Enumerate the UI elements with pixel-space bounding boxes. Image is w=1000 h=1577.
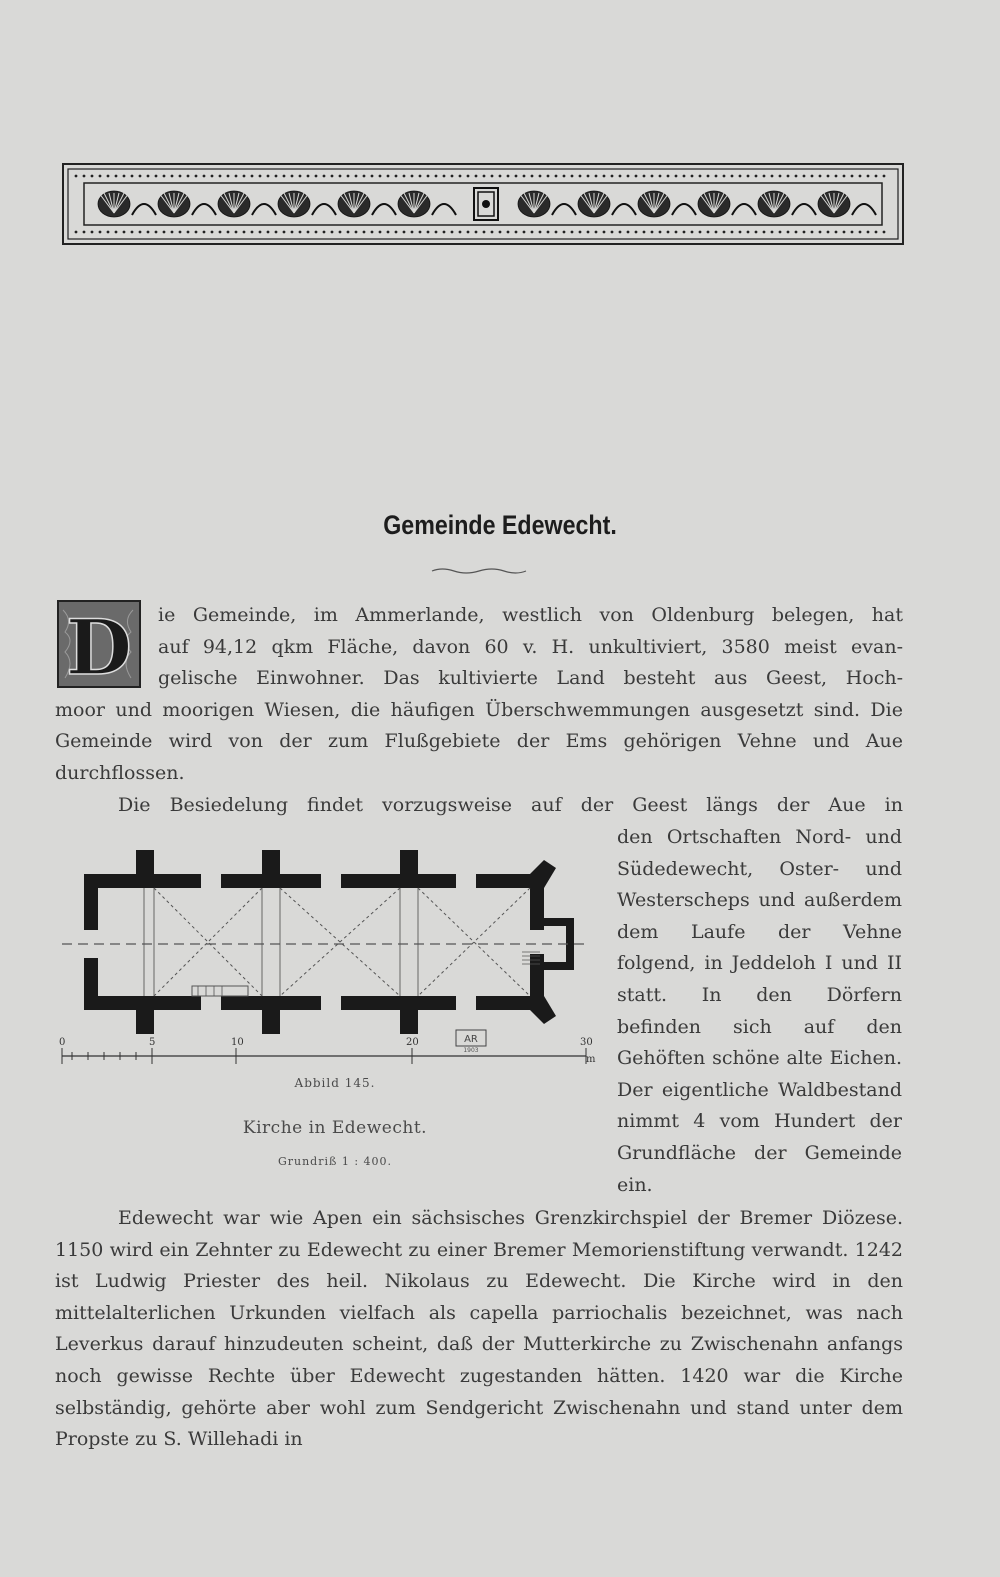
figure-label: Abbild 145. — [294, 1076, 376, 1090]
church-floor-plan — [56, 840, 606, 1080]
scale-tick-0: 0 — [59, 1037, 66, 1048]
scale-unit: m — [586, 1054, 596, 1065]
figure-scale-note: Grundriß 1 : 400. — [277, 1155, 393, 1168]
intro-rest: moor und moorigen Wiesen, die häufigen Überschwemmungen ausgesetzt sind. Die Gemeinde wird von der zum Flußgebiete der Ems gehörigen Vehne und Aue durchflossen. — [55, 698, 903, 784]
scale-tick-30: 30 — [580, 1037, 593, 1048]
intro-line-3: gelische Einwohner. Das kultivierte Land besteht aus Geest, Hoch- — [158, 667, 903, 690]
paragraph-history: Edewecht war wie Apen ein sächsisches Grenzkirchspiel der Bremer Diözese. 1150 wird ein Zehnter zu Edewecht zu einer Bremer Memorienstiftung verwandt. 1242 ist Ludwig Priester des heil. Nikolaus zu Edewecht. Die Kirche wird in den mittelalterlichen Urkunden vielfach als capella parriochalis bezeichnet, was nach Leverkus darauf hinzudeuten scheint, daß der Mutterkirche zu Zwischenahn anfangs noch gewisse Rechte über Edewecht zugestanden hätten. 1420 war die Kirche selbständig, gehörte aber wohl zum Sendgericht Zwischenahn und stand unter dem Propste zu S. Willehadi in — [55, 1207, 903, 1451]
ornamental-header-band — [62, 163, 904, 245]
figure-caption: Kirche in Edewecht. — [242, 1118, 428, 1138]
plan-monogram-year: 1903 — [463, 1047, 479, 1054]
intro-line-2: auf 94,12 qkm Fläche, davon 60 v. H. unkultiviert, 3580 meist evan- — [158, 635, 903, 658]
plan-monogram: AR — [464, 1034, 478, 1045]
paragraph-settlement-column: den Ortschaften Nord- und Südedewecht, Oster- und Westerscheps und außerdem dem Laufe der Vehne folgend, in Jeddeloh I und II statt. In den Dörfern befinden sich auf den Gehöften schöne alte Eichen. Der eigentliche Waldbestand nimmt 4 vom Hundert der Grundfläche der Gemeinde ein. — [617, 826, 902, 1196]
scale-tick-20: 20 — [406, 1037, 419, 1048]
scale-tick-5: 5 — [149, 1037, 156, 1048]
paragraph-intro — [55, 600, 903, 790]
paragraph-settlement-head: Die Besiedelung findet vorzugsweise auf der Geest längs der Aue in — [118, 794, 903, 816]
intro-line-1: ie Gemeinde, im Ammerlande, westlich von Oldenburg belegen, hat — [158, 604, 903, 626]
title-flourish — [430, 567, 528, 575]
dropcap-letter: D — [66, 603, 132, 688]
page-title: Gemeinde Edewecht. — [383, 510, 617, 540]
scale-tick-10: 10 — [231, 1037, 244, 1048]
